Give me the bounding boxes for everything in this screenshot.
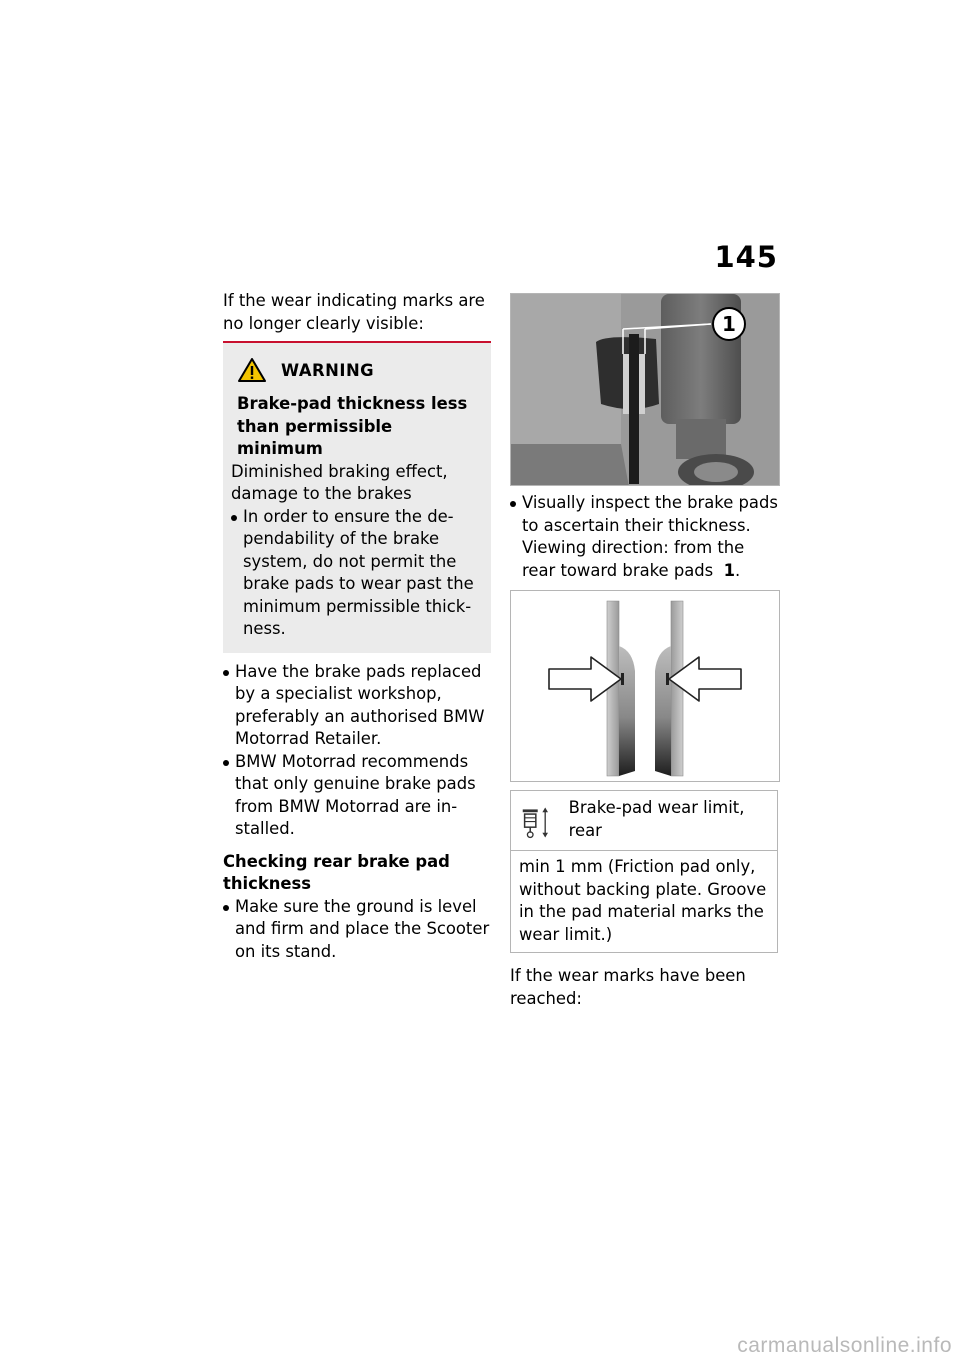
brake-pad-wear-illustration bbox=[511, 591, 779, 781]
section-heading: Checking rear brake pad thickness bbox=[223, 851, 450, 893]
closing-text: If the wear marks have been reached: bbox=[510, 966, 746, 1008]
warning-box bbox=[223, 343, 491, 653]
bullet-list bbox=[223, 661, 491, 841]
inspect-ref: 1 bbox=[723, 560, 736, 580]
warning-body: Diminished braking effect, damage to the brakes bbox=[231, 461, 448, 503]
left-column bbox=[223, 290, 491, 963]
warning-bullet: In order to ensure the de-pendability of the brake system, do not permit the brake pads to wear past the minimum permissible thick-ness. bbox=[231, 506, 481, 641]
warning-heading: Brake-pad thickness less than permissible minimum bbox=[237, 394, 468, 458]
intro-text: If the wear indicating marks are no longer clearly visible: bbox=[223, 290, 491, 343]
warning-title: WARNING bbox=[281, 360, 375, 380]
list-item: BMW Motorrad recommends that only genuine brake pads from BMW Motorrad are in-stalled. bbox=[223, 751, 491, 841]
thickness-gauge-icon bbox=[519, 803, 553, 842]
list-item: Make sure the ground is level and firm and place the Scooter on its stand. bbox=[223, 896, 491, 964]
photo-callout-label: 1 bbox=[722, 312, 736, 336]
warning-triangle-icon bbox=[237, 357, 267, 383]
inspect-bullet-list bbox=[510, 492, 780, 582]
spec-value: min 1 mm (Friction pad only, without backing plate. Groove in the pad material marks the wear limit.) bbox=[519, 857, 767, 944]
warning-bullet-list bbox=[231, 506, 481, 641]
warning-header bbox=[237, 357, 481, 383]
watermark: carmanualsonline.info bbox=[737, 1334, 952, 1357]
section-bullet-list bbox=[223, 896, 491, 964]
brake-photo bbox=[510, 293, 780, 486]
list-item: Have the brake pads replaced by a specialist workshop, preferably an authorised BMW Motorrad Retailer. bbox=[223, 661, 491, 751]
list-item: Visually inspect the brake pads to ascertain their thickness. Viewing direction: from the rear toward brake pads 1. bbox=[510, 492, 780, 582]
right-column bbox=[510, 293, 780, 1010]
spec-header-row bbox=[511, 791, 777, 851]
spec-label: Brake-pad wear limit, rear bbox=[568, 798, 745, 840]
spec-table bbox=[510, 790, 778, 953]
page-number: 145 bbox=[714, 240, 778, 274]
brake-pad-diagram bbox=[510, 590, 780, 782]
brake-caliper-illustration bbox=[511, 294, 780, 486]
inspect-text: Visually inspect the brake pads to ascertain their thickness. Viewing direction: from the rear toward brake pads bbox=[522, 493, 778, 580]
